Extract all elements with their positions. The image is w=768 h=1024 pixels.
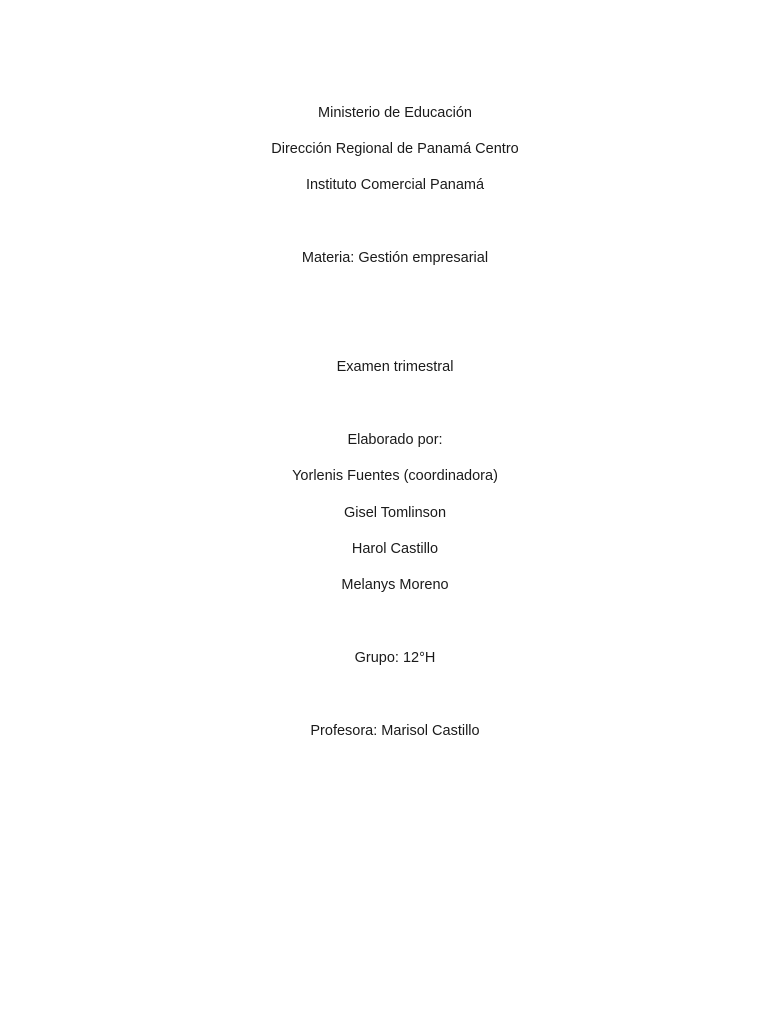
ministry-line: Ministerio de Educación <box>318 105 472 121</box>
group-line: Grupo: 12°H <box>354 650 436 666</box>
subject-line: Materia: Gestión empresarial <box>301 250 489 266</box>
teacher-line: Profesora: Marisol Castillo <box>310 723 480 739</box>
author-name: Gisel Tomlinson <box>343 505 447 521</box>
regional-office-line: Dirección Regional de Panamá Centro <box>271 141 519 157</box>
author-name: Harol Castillo <box>351 541 439 557</box>
author-name: Yorlenis Fuentes (coordinadora) <box>292 468 498 484</box>
exam-title: Examen trimestral <box>336 359 454 375</box>
institute-line: Instituto Comercial Panamá <box>305 177 485 193</box>
author-name: Melanys Moreno <box>341 577 449 593</box>
authors-label: Elaborado por: <box>347 432 443 448</box>
